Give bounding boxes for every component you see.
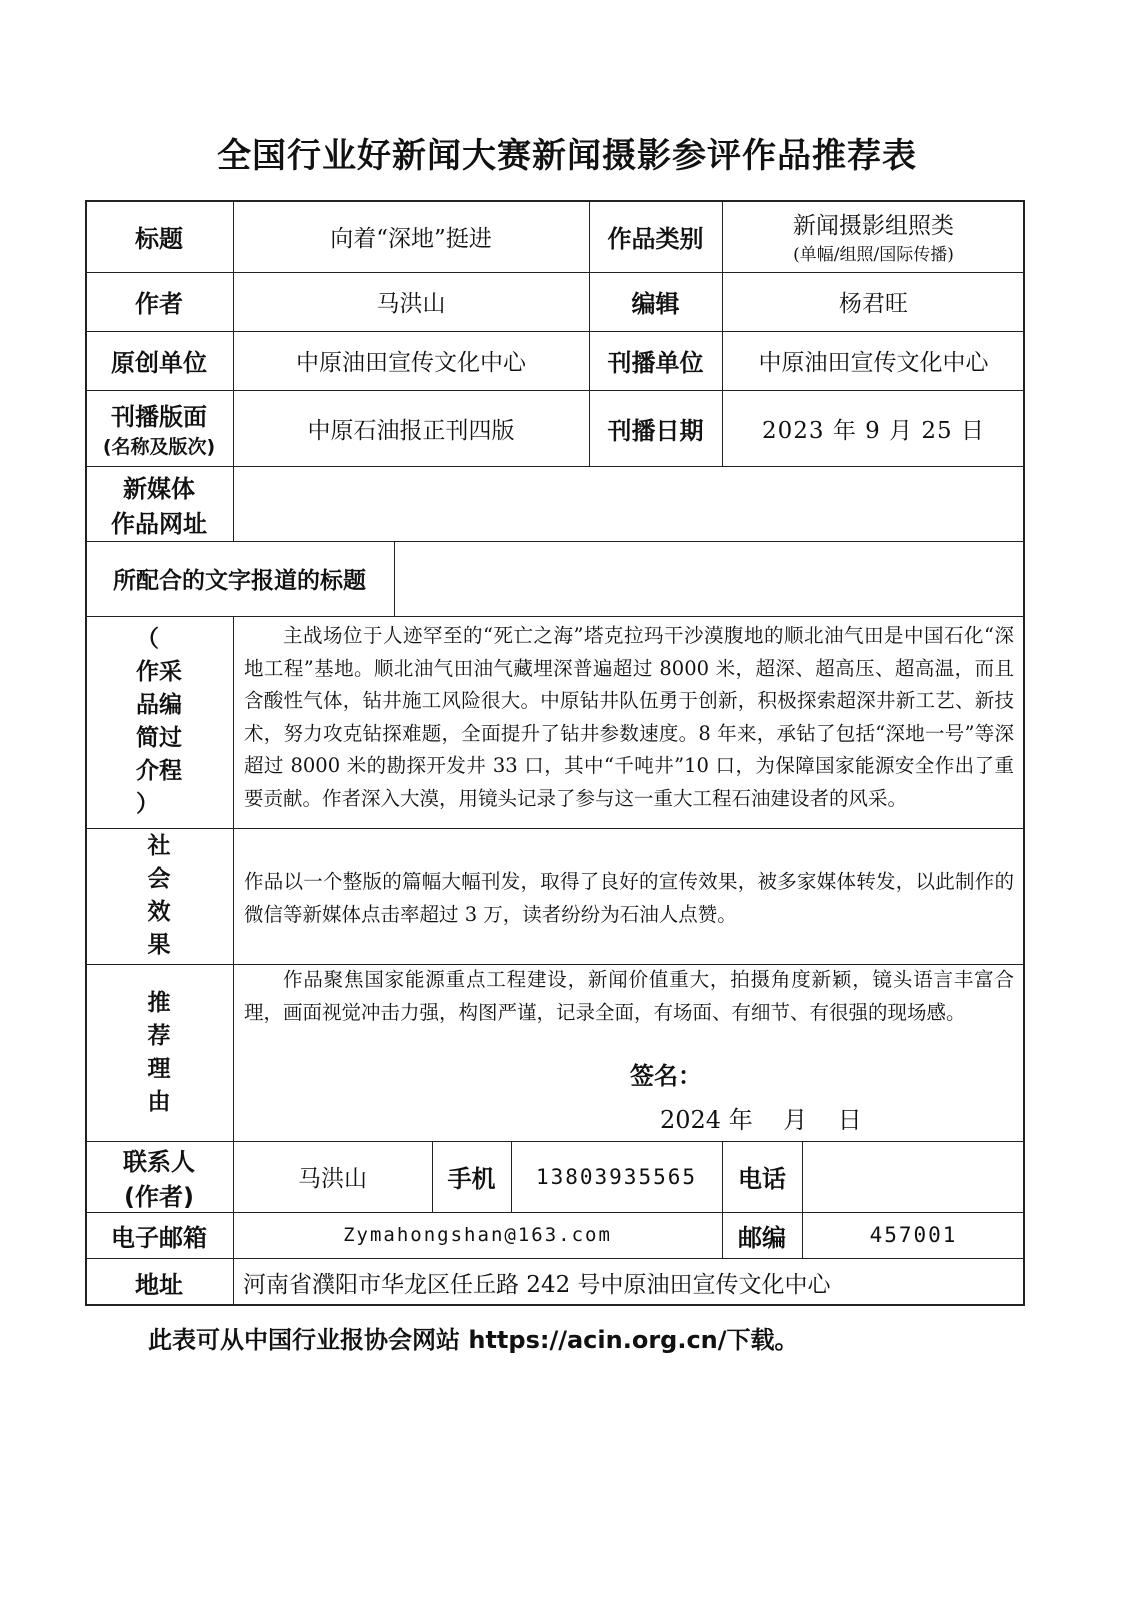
label-email: 电子邮箱 — [111, 1223, 207, 1252]
value-publish-date: 2023 年 9 月 25 日 — [762, 417, 985, 444]
label-new-media-1: 新媒体 — [123, 474, 195, 503]
value-phone — [802, 1141, 1025, 1212]
intro-char: 采 — [159, 659, 182, 685]
value-address: 河南省濮阳市华龙区任丘路 242 号中原油田宣传文化中心 — [243, 1271, 831, 1298]
label-category: 作品类别 — [607, 224, 704, 253]
label-mobile: 手机 — [447, 1165, 496, 1193]
intro-char: 程 — [159, 758, 182, 784]
social-text: 作品以一个整版的篇幅大幅刊发，取得了良好的宣传效果，被多家媒体转发，以此制作的微信等新媒体点击率超过 3 万，读者纷纷为石油人点赞。 — [244, 870, 1014, 926]
value-email: Zymahongshan@163.com — [343, 1224, 612, 1246]
label-page: 刊播版面 — [111, 403, 207, 431]
reason-char: 荐 — [147, 1022, 171, 1049]
reason-char: 由 — [147, 1088, 171, 1115]
intro-label-cell — [85, 616, 233, 828]
value-page: 中原石油报正刊四版 — [307, 417, 515, 444]
intro-char: 过 — [159, 725, 182, 751]
label-origin-unit: 原创单位 — [111, 349, 207, 377]
value-new-media-url — [233, 466, 1025, 541]
label-editor: 编辑 — [631, 290, 680, 318]
value-origin-unit: 中原油田宣传文化中心 — [296, 350, 526, 376]
intro-label-col2 — [159, 656, 182, 788]
form-title: 全国行业好新闻大赛新闻摄影参评作品推荐表 — [217, 136, 917, 176]
intro-char: ） — [136, 791, 159, 817]
social-label — [148, 830, 171, 962]
value-author: 马洪山 — [376, 291, 446, 317]
label-related-report: 所配合的文字报道的标题 — [113, 568, 366, 594]
signature-label: 签名： — [630, 1062, 702, 1090]
label-phone: 电话 — [738, 1165, 786, 1193]
social-char: 果 — [147, 932, 171, 958]
intro-char: 作 — [136, 659, 159, 685]
intro-text: 主战场位于人迹罕至的“死亡之海”塔克拉玛干沙漠腹地的顺北油气田是中国石化“深地工程”基地。顺北油气田油气藏埋深普遍超过 8000 米，超深、超高压、超高温，而且含酸性气体，钻井施工风险很大。中原钻井队伍勇于创新，积极探索超深井新工艺、新技术，努力攻克钻探难题，全面提升了钻井参数速度。8 年来，承钻了包括“深地一号”等深超过 8000 米的勘探开发井 33 口，其中“千吨井”10 口，为保障国家能源安全作出了重要贡献。作者深入大漠，用镜头记录了参与这一重大工程石油建设者的风采。 — [244, 624, 1014, 810]
label-title: 标题 — [135, 224, 183, 253]
value-mobile: 13803935565 — [535, 1164, 698, 1189]
social-char: 会 — [147, 866, 171, 892]
new-media-label-cell — [85, 466, 233, 541]
intro-char: 品 — [136, 692, 159, 718]
intro-char: （ — [136, 626, 159, 652]
sign-date: 2024 年 月 日 — [660, 1106, 862, 1134]
reason-label-cell — [85, 964, 233, 1141]
contact-label-cell — [85, 1141, 233, 1212]
intro-char: 介 — [136, 758, 159, 784]
label-publish-unit: 刊播单位 — [607, 349, 704, 377]
reason-char: 理 — [147, 1055, 171, 1082]
label-postcode: 邮编 — [738, 1223, 786, 1252]
page-label-cell — [85, 390, 233, 466]
value-title: 向着“深地”挺进 — [330, 225, 492, 252]
value-category: 新闻摄影组照类 — [793, 213, 954, 239]
label-address: 地址 — [135, 1270, 183, 1299]
intro-label-col1 — [136, 623, 159, 821]
label-publish-date: 刊播日期 — [607, 416, 704, 445]
label-contact-1: 联系人 — [123, 1147, 195, 1176]
value-postcode: 457001 — [869, 1223, 958, 1247]
value-related-report — [394, 541, 1025, 616]
footer-note: 此表可从中国行业报协会网站 https://acin.org.cn/下载。 — [148, 1326, 799, 1354]
reason-label — [148, 987, 171, 1119]
social-char: 社 — [147, 833, 171, 859]
social-char: 效 — [147, 899, 171, 925]
reason-char: 推 — [147, 989, 171, 1016]
label-contact-2: (作者) — [124, 1182, 194, 1211]
category-cell — [722, 200, 1025, 272]
value-publish-unit: 中原油田宣传文化中心 — [758, 350, 989, 376]
category-note: (单幅/组照/国际传播) — [793, 245, 954, 265]
label-author: 作者 — [135, 290, 183, 318]
label-new-media-2: 作品网址 — [111, 509, 207, 538]
reason-text: 作品聚焦国家能源重点工程建设，新闻价值重大，拍摄角度新颖，镜头语言丰富合理，画面视觉冲击力强，构图严谨，记录全面，有场面、有细节、有很强的现场感。 — [244, 968, 1014, 1024]
intro-char: 编 — [159, 692, 182, 718]
social-label-cell — [85, 828, 233, 964]
value-editor: 杨君旺 — [839, 291, 908, 317]
label-page-note: (名称及版次) — [102, 436, 216, 458]
intro-char: 简 — [136, 725, 159, 751]
value-contact: 马洪山 — [298, 1166, 367, 1192]
